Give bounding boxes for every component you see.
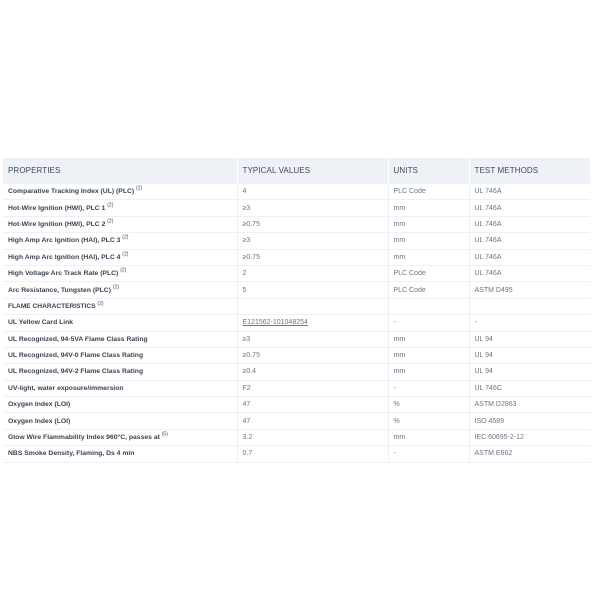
footnote-marker: (5) <box>161 431 168 438</box>
table-row <box>3 282 590 298</box>
test-method: UL 94 <box>469 331 590 347</box>
table-row <box>3 429 590 445</box>
unit: PLC Code <box>388 184 469 200</box>
property-label: UL Yellow Card Link <box>8 319 74 327</box>
test-method: ISO 4589 <box>469 413 590 429</box>
unit <box>388 298 469 314</box>
property-label: Arc Resistance, Tungsten (PLC) <box>8 286 111 294</box>
typical-value: 47 <box>237 413 388 429</box>
unit: mm <box>388 364 469 380</box>
table-row <box>3 364 590 380</box>
table-header-row <box>3 158 590 184</box>
footnote-marker: (2) <box>97 300 104 307</box>
property-label: High Amp Arc Ignition (HAI), PLC 3 <box>8 237 121 245</box>
property-label: Glow Wire Flammability Index 960°C, passes at <box>8 434 160 442</box>
footnote-marker: (2) <box>107 218 114 225</box>
typical-value: 0.7 <box>237 446 388 462</box>
property-name <box>3 429 237 445</box>
typical-value: 5 <box>237 282 388 298</box>
typical-value: ≥0.75 <box>237 216 388 232</box>
unit: mm <box>388 249 469 265</box>
property-label: Hot-Wire Ignition (HWI), PLC 1 <box>8 204 106 212</box>
footnote-marker: (2) <box>122 251 129 258</box>
unit: mm <box>388 347 469 363</box>
property-label: UL Recognized, 94V-2 Flame Class Rating <box>8 368 144 376</box>
test-method: UL 746A <box>469 265 590 281</box>
table-row <box>3 265 590 281</box>
unit: - <box>388 380 469 396</box>
property-name <box>3 200 237 216</box>
typical-value: ≥0.75 <box>237 249 388 265</box>
property-label: NBS Smoke Density, Flaming, Ds 4 min <box>8 450 135 458</box>
typical-value: 3.2 <box>237 429 388 445</box>
test-method: UL 746A <box>469 216 590 232</box>
property-label: High Voltage Arc Track Rate (PLC) <box>8 270 119 278</box>
table-row <box>3 397 590 413</box>
test-method: UL 94 <box>469 364 590 380</box>
header-typical-values: TYPICAL VALUES <box>237 158 388 184</box>
table-row <box>3 233 590 249</box>
yellow-card-link[interactable]: E121562-101048254 <box>242 319 308 327</box>
unit: mm <box>388 200 469 216</box>
typical-value: ≥0.75 <box>237 347 388 363</box>
property-label: UL Recognized, 94-5VA Flame Class Rating <box>8 335 148 343</box>
header-units: UNITS <box>388 158 469 184</box>
header-test-methods: TEST METHODS <box>469 158 590 184</box>
property-name <box>3 331 237 347</box>
footnote-marker: (2) <box>136 185 143 192</box>
unit: % <box>388 397 469 413</box>
typical-value: 4 <box>237 184 388 200</box>
typical-value: 47 <box>237 397 388 413</box>
test-method: UL 746A <box>469 233 590 249</box>
table-body <box>3 184 590 463</box>
property-name <box>3 265 237 281</box>
property-label: UV-light, water exposure/immersion <box>8 384 124 392</box>
table-row <box>3 413 590 429</box>
unit: - <box>388 446 469 462</box>
footnote-marker: (2) <box>112 284 119 291</box>
property-label: Oxygen Index (LOI) <box>8 417 71 425</box>
test-method: UL 746C <box>469 380 590 396</box>
property-name <box>3 380 237 396</box>
typical-value: ≥3 <box>237 233 388 249</box>
unit: - <box>388 315 469 331</box>
footnote-marker: (2) <box>107 202 114 209</box>
table-row <box>3 315 590 331</box>
property-name <box>3 397 237 413</box>
typical-value: F2 <box>237 380 388 396</box>
property-name <box>3 347 237 363</box>
property-name <box>3 184 237 200</box>
test-method: ASTM E662 <box>469 446 590 462</box>
typical-value: 2 <box>237 265 388 281</box>
unit: PLC Code <box>388 282 469 298</box>
typical-value: ≥3 <box>237 200 388 216</box>
header-properties: PROPERTIES <box>3 158 237 184</box>
property-label: Hot-Wire Ignition (HWI), PLC 2 <box>8 220 106 228</box>
property-name <box>3 315 237 331</box>
table-row <box>3 331 590 347</box>
table-row <box>3 184 590 200</box>
unit: mm <box>388 233 469 249</box>
typical-value <box>237 315 388 331</box>
properties-table-container <box>3 158 590 463</box>
property-label: Oxygen Index (LOI) <box>8 401 71 409</box>
test-method: UL 746A <box>469 200 590 216</box>
unit: % <box>388 413 469 429</box>
test-method: ASTM D2863 <box>469 397 590 413</box>
test-method: UL 746A <box>469 249 590 265</box>
test-method: - <box>469 315 590 331</box>
property-name <box>3 233 237 249</box>
unit: PLC Code <box>388 265 469 281</box>
unit: mm <box>388 216 469 232</box>
typical-value: ≥0.4 <box>237 364 388 380</box>
property-name <box>3 282 237 298</box>
section-row <box>3 298 590 314</box>
properties-table <box>3 158 590 463</box>
test-method: UL 746A <box>469 184 590 200</box>
property-name <box>3 249 237 265</box>
footnote-marker: (2) <box>122 235 129 242</box>
property-name <box>3 364 237 380</box>
table-row <box>3 216 590 232</box>
table-row <box>3 200 590 216</box>
section-title <box>3 298 237 314</box>
property-name <box>3 413 237 429</box>
property-label: FLAME CHARACTERISTICS <box>8 302 96 310</box>
typical-value: ≥3 <box>237 331 388 347</box>
test-method: ASTM D495 <box>469 282 590 298</box>
property-label: UL Recognized, 94V-0 Flame Class Rating <box>8 352 144 360</box>
table-row <box>3 380 590 396</box>
test-method <box>469 298 590 314</box>
test-method: UL 94 <box>469 347 590 363</box>
table-row <box>3 347 590 363</box>
test-method: IEC 60695-2-12 <box>469 429 590 445</box>
property-name <box>3 216 237 232</box>
typical-value <box>237 298 388 314</box>
table-row <box>3 249 590 265</box>
unit: mm <box>388 429 469 445</box>
unit: mm <box>388 331 469 347</box>
property-label: Comparative Tracking Index (UL) (PLC) <box>8 188 135 196</box>
property-label: High Amp Arc Ignition (HAI), PLC 4 <box>8 253 121 261</box>
table-row <box>3 446 590 462</box>
property-name <box>3 446 237 462</box>
footnote-marker: (2) <box>120 267 127 274</box>
